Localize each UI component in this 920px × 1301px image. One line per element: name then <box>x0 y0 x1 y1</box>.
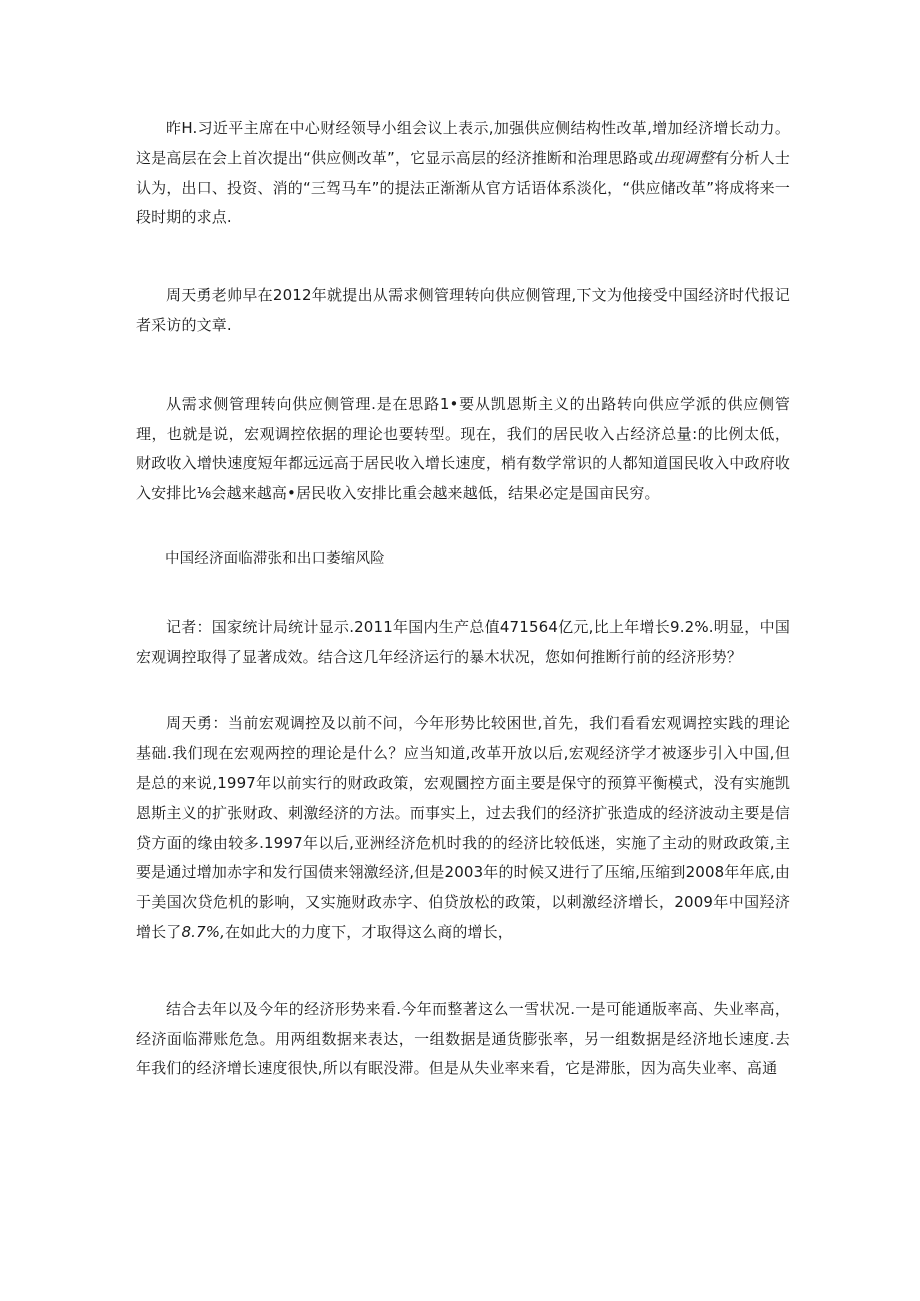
paragraph-answer-rest: 在如此大的力度下，才取得这么商的增长， <box>225 922 513 941</box>
paragraph-answer <box>136 709 790 947</box>
paragraph-supply-side: 从需求侧管理转向供应侧管理.是在思路1•要从凯恩斯主义的出路转向供应学派的供应侧管理，也就是说，宏观调控依据的理论也要转型。现在，我们的居民收入占经济总量:的比例太低，财政收入增快速度短年都远远高于居民收入增长速度，梢有数学常识的人都知道国民收入中政府收入安排比⅛会越来越高•居民收入安排比重会越来越低，结果必定是国亩民穷。 <box>136 394 790 503</box>
paragraph-answer-italic: 8.7%, <box>181 922 226 941</box>
paragraph-intro-italic: 出现调整 <box>653 148 715 167</box>
paragraph-answer-text: 周天勇：当前宏观调控及以前不问，今年形势比较困世,首先，我们看看宏观调控实践的理论基础.我们现在宏观两控的理论是什么？应当知道,改革开放以后,宏观经济学才被逐步引入中国,但是总的来说,1997年以前实行的财政政策，宏观圜控方面主要是保守的预算平衡模式，没有实施凯恩斯主义的扩张财政、刺激经济的方法。而事实上，过去我们的经济扩张造成的经济波动主要是信贷方面的缘由较多.1997年以后,亚洲经济危机时我的的经济比较低迷，实施了主动的财政政策,主要是通过增加赤字和发行国债来翎激经济,但是2003年的时候又进行了压缩,压缩到2008年年底,由于美国次贷危机的影响，又实施财政赤字、伯贷放松的政策，以刺激经济增长，2009年中国羟济增长了 <box>136 714 790 941</box>
section-heading: 中国经济面临滞张和出口萎缩风险 <box>165 550 385 567</box>
paragraph-intro-rest: 有分析人士认为，出口、投资、消的“三驾马车”的提法正渐渐从官方话语体系淡化，“供应储改革”将成将来一段时期的求点. <box>136 148 790 227</box>
document-body <box>136 114 790 1084</box>
paragraph-intro <box>136 114 790 233</box>
paragraph-background: 周天勇老帅早在2012年就提出从需求侧管理转向供应侧管理,下文为他接受中国经济时代报记者采访的文章. <box>136 286 790 334</box>
paragraph-reporter-question: 记者：国家统计局统计显示.2011年国内生产总值471564亿元,比上年增长9.2%.明显，中国宏观调控取得了显著成效。结合这几年经济运行的暴木状况，您如何推断行前的经济形势？ <box>136 617 790 666</box>
paragraph-intro-text: 昨H.习近平主席在中心财经领导小组会议上表示,加强供应侧结构性改革,增加经济增长动力。这是高层在会上首次提出“供应侧改革”，它显示高层的经济推断和治理思路或 <box>136 119 790 167</box>
paragraph-stagflation: 结合去年以及今年的经济形势来看.今年而整著这么一雪状况.一是可能通版率高、失业率高，经济面临滞账危急。用两组数据来表达，一组数据是通货膨张率，另一组数据是经济地长速度.去年我们的经济增长速度很快,所以有眠没滞。但是从失业率来看，它是滞胀，因为高失业率、高通 <box>136 999 790 1078</box>
